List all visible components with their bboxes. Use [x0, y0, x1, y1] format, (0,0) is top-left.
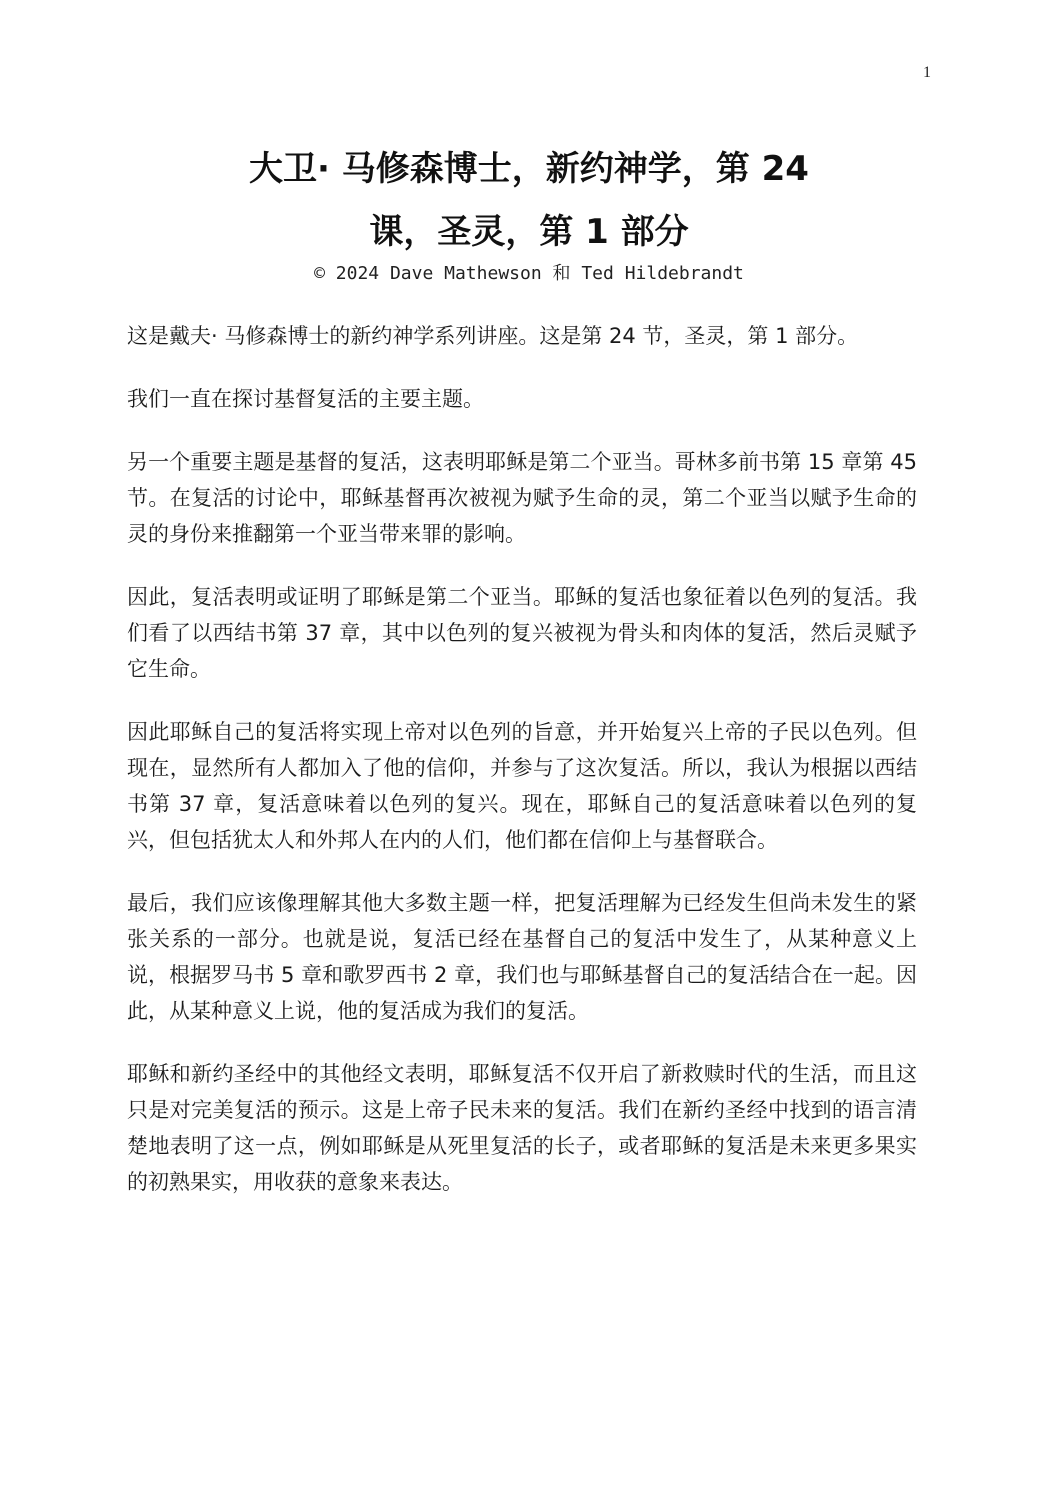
document-title	[100, 138, 958, 264]
paragraph: 另一个重要主题是基督的复活，这表明耶稣是第二个亚当。哥林多前书第 15 章第 45 节。在复活的讨论中，耶稣基督再次被视为赋予生命的灵，第二个亚当以赋予生命的灵的身份来推翻第一个亚当带来罪的影响。	[127, 450, 917, 546]
copyright-line: © 2024 Dave Mathewson 和 Ted Hildebrandt	[314, 263, 744, 284]
document-body	[127, 318, 917, 1227]
paragraph: 因此耶稣自己的复活将实现上帝对以色列的旨意，并开始复兴上帝的子民以色列。但现在，显然所有人都加入了他的信仰，并参与了这次复活。所以，我认为根据以西结书第 37 章，复活意味着以色列的复兴。现在，耶稣自己的复活意味着以色列的复兴，但包括犹太人和外邦人在内的人们，他们都在信仰上与基督联合。	[127, 720, 917, 852]
paragraph: 最后，我们应该像理解其他大多数主题一样，把复活理解为已经发生但尚未发生的紧张关系的一部分。也就是说，复活已经在基督自己的复活中发生了，从某种意义上说，根据罗马书 5 章和歌罗西书 2 章，我们也与耶稣基督自己的复活结合在一起。因此，从某种意义上说，他的复活成为我们的复活。	[127, 891, 917, 1023]
paragraph: 我们一直在探讨基督复活的主要主题。	[127, 387, 484, 411]
title-line-2: 课，圣灵，第 1 部分	[369, 212, 689, 252]
paragraph: 这是戴夫· 马修森博士的新约神学系列讲座。这是第 24 节，圣灵，第 1 部分。	[127, 324, 859, 348]
page-number: 1	[923, 64, 931, 81]
paragraph: 因此，复活表明或证明了耶稣是第二个亚当。耶稣的复活也象征着以色列的复活。我们看了以西结书第 37 章，其中以色列的复兴被视为骨头和肉体的复活，然后灵赋予它生命。	[127, 585, 917, 681]
paragraph: 耶稣和新约圣经中的其他经文表明，耶稣复活不仅开启了新救赎时代的生活，而且这只是对完美复活的预示。这是上帝子民未来的复活。我们在新约圣经中找到的语言清楚地表明了这一点，例如耶稣是从死里复活的长子，或者耶稣的复活是未来更多果实的初熟果实，用收获的意象来表达。	[127, 1062, 917, 1194]
title-line-1: 大卫· 马修森博士，新约神学，第 24	[249, 149, 809, 189]
